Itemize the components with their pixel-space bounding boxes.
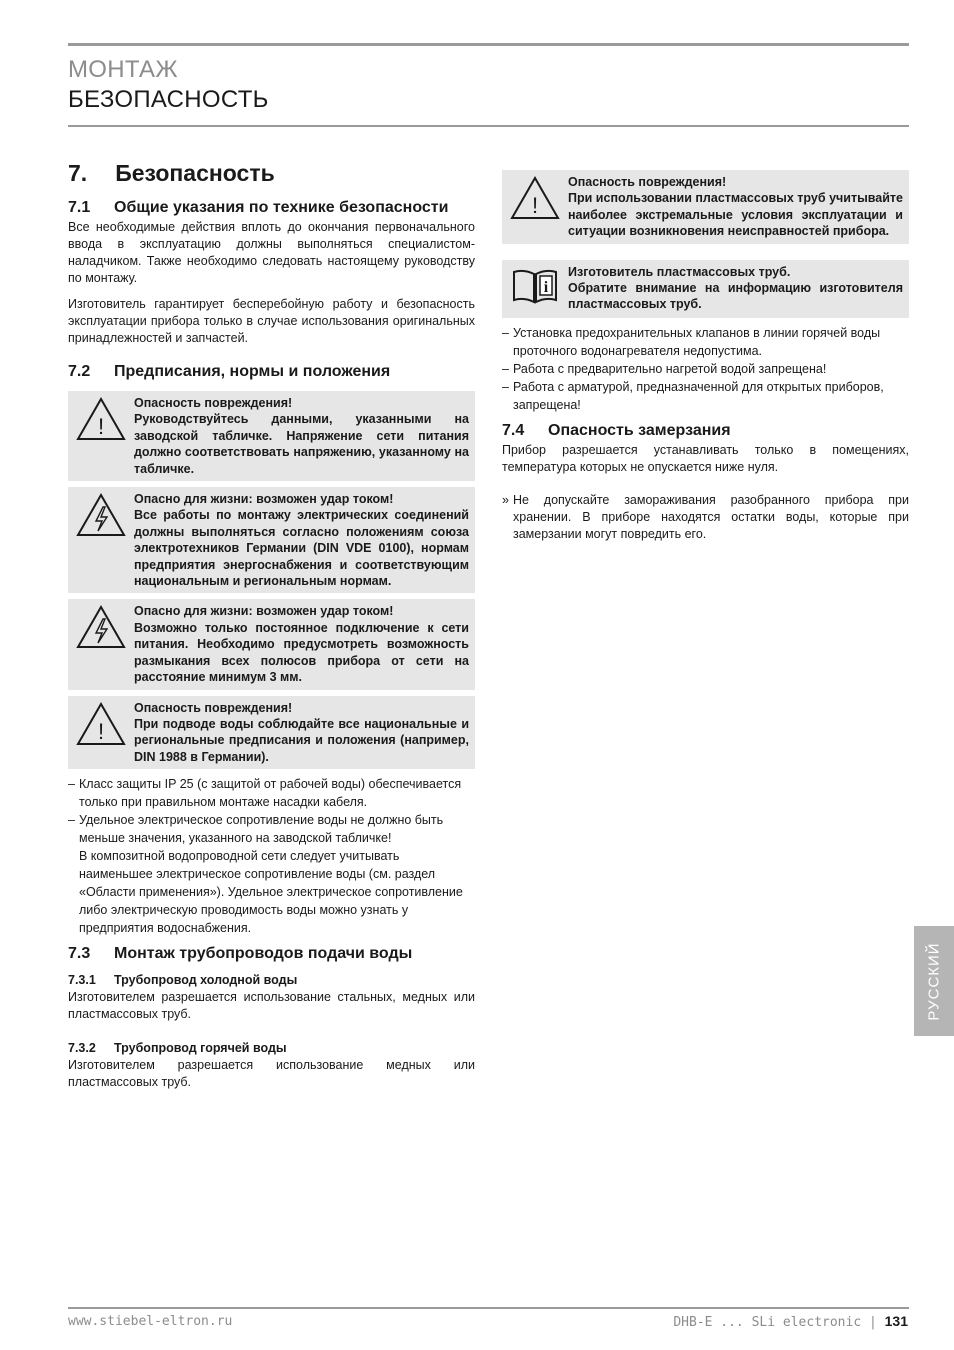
paragraph: Изготовителем разрешается использование стальных, медных или пластмассовых труб.: [68, 990, 475, 1022]
list-item: – Установка предохранительных клапанов в линии горячей воды проточного водонагревателя недопустима.: [502, 324, 909, 360]
electric-hazard-icon: [68, 491, 134, 589]
warning-title: Опасно для жизни: возможен удар током!: [134, 492, 394, 507]
warning-body: Все работы по монтажу электрических соединений должны выполняться согласно положениям союза электротехников Германии (DIN VDE 0100), нормам предприятия энергоснабжения и соответствующим национальным и региональным нормам.: [134, 508, 469, 589]
header-rule-top: [68, 43, 909, 46]
section-7-4-heading: [502, 422, 909, 440]
list-item: [68, 811, 475, 937]
header-rule-bottom: [68, 125, 909, 127]
svg-text:!: !: [97, 718, 105, 744]
warning-title: Опасность повреждения!: [568, 175, 727, 189]
action-marker: »: [502, 492, 509, 507]
section-number: 7.1: [68, 199, 91, 216]
warning-title: Опасность повреждения!: [134, 396, 293, 410]
warning-triangle-icon: [502, 174, 568, 240]
subsection-7-3-2-heading: [68, 1041, 475, 1055]
warning-title: Опасность повреждения!: [134, 700, 293, 715]
warning-triangle-icon: [68, 395, 134, 477]
right-column: [502, 170, 909, 543]
subsection-number: 7.3.1: [68, 973, 96, 988]
electric-warning-box: [68, 599, 475, 689]
footer-url: www.stiebel-eltron.ru: [68, 1314, 233, 1329]
list-item: – Работа с предварительно нагретой водой запрещена!: [502, 360, 909, 378]
section-number: 7.2: [68, 363, 91, 380]
section-7-1-heading: [68, 199, 475, 217]
chapter-title: Безопасность: [115, 160, 275, 186]
warning-body: При использовании пластмассовых труб учитывайте наиболее экстремальные условия эксплуатации и ситуации возникновения неисправностей прибора.: [568, 191, 903, 239]
language-tab: [914, 926, 954, 1036]
paragraph: Изготовитель гарантирует бесперебойную работу и безопасность эксплуатации прибора только в случае использования оригинальных принадлежностей и запчастей.: [68, 297, 475, 345]
paragraph: Изготовителем разрешается использование медных или пластмассовых труб.: [68, 1058, 475, 1090]
section-number: 7.4: [502, 421, 525, 439]
subsection-number: 7.3.2: [68, 1041, 96, 1056]
paragraph: Прибор разрешается устанавливать только в помещениях, температура которых не опускается ниже нуля.: [502, 442, 909, 474]
manual-info-icon: [502, 264, 568, 314]
section-title: Монтаж трубопроводов подачи воды: [114, 945, 413, 963]
warning-body: Возможно только постоянное подключение к сети питания. Необходимо предусмотреть возможность размыкания всех полюсов прибора от сети на расстояние минимум 3 мм.: [134, 620, 469, 685]
chapter-heading: [68, 160, 475, 187]
electric-hazard-icon: [68, 603, 134, 685]
list-item: – Работа с арматурой, предназначенной для открытых приборов, запрещена!: [502, 378, 909, 414]
warning-body: При подводе воды соблюдайте все национальные и региональные предписания и положения (например, DIN 1988 в Германии).: [134, 716, 469, 764]
action-step: [502, 492, 909, 543]
section-title: Опасность замерзания: [548, 421, 731, 439]
footer-info: [673, 1313, 908, 1330]
warning-box: [68, 391, 475, 481]
warning-box: [502, 170, 909, 244]
footer-model: DHB-E ... SLi electronic: [673, 1315, 862, 1330]
warning-body: Руководствуйтесь данными, указанными на заводской табличке. Напряжение сети питания должно соответствовать напряжению, указанному на табличке.: [134, 412, 469, 476]
info-title: Изготовитель пластмассовых труб.: [568, 264, 791, 279]
info-box: [502, 260, 909, 318]
svg-text:!: !: [97, 414, 105, 439]
section-7-3-heading: [68, 945, 475, 963]
electric-warning-box: [68, 487, 475, 593]
footer-separator: |: [868, 1315, 877, 1330]
chapter-number: 7.: [68, 160, 88, 186]
section-title: Общие указания по технике безопасности: [114, 199, 449, 216]
paragraph: Все необходимые действия вплоть до окончания первоначального ввода в эксплуатацию должны выполняться специалистом-наладчиком. Также необходимо следовать настоящему руководству по монтажу.: [68, 220, 475, 285]
warning-title: Опасно для жизни: возможен удар током!: [134, 604, 394, 619]
left-column: [68, 160, 475, 1100]
section-heading: МОНТАЖ: [68, 56, 178, 83]
subsection-heading: БЕЗОПАСНОСТЬ: [68, 86, 269, 113]
info-body: Обратите внимание на информацию изготовителя пластмассовых труб.: [568, 281, 903, 312]
action-text: Не допускайте замораживания разобранного прибора при хранении. В приборе находятся остатки воды, которые при замерзании могут повредить его.: [513, 492, 909, 541]
svg-text:!: !: [531, 193, 539, 218]
subsection-7-3-1-heading: [68, 973, 475, 987]
warning-triangle-icon: [68, 700, 134, 766]
requirements-list: [68, 775, 475, 937]
list-item-continuation: В композитной водопроводной сети следует учитывать наименьшее электрическое сопротивление воды (см. раздел «Области применения»). Удельное электрическое сопротивление либо электрическую проводимость воды можно узнать у предприятия водоснабжения.: [79, 849, 463, 936]
subsection-title: Трубопровод холодной воды: [114, 973, 298, 988]
hot-water-list: [502, 324, 909, 414]
section-number: 7.3: [68, 945, 91, 963]
list-item-text: Удельное электрическое сопротивление воды не должно быть меньше значения, указанного на заводской табличке!: [79, 813, 444, 846]
language-tab-label: РУССКИЙ: [925, 941, 943, 1021]
list-item: – Класс защиты IP 25 (с защитой от рабочей воды) обеспечивается только при правильном монтаже насадки кабеля.: [68, 775, 475, 811]
footer-rule: [68, 1307, 909, 1309]
subsection-title: Трубопровод горячей воды: [114, 1041, 287, 1056]
page-number: 131: [884, 1313, 908, 1329]
warning-box: [68, 696, 475, 770]
svg-text:i: i: [543, 278, 549, 296]
section-7-2-heading: [68, 363, 475, 381]
section-title: Предписания, нормы и положения: [114, 363, 391, 380]
